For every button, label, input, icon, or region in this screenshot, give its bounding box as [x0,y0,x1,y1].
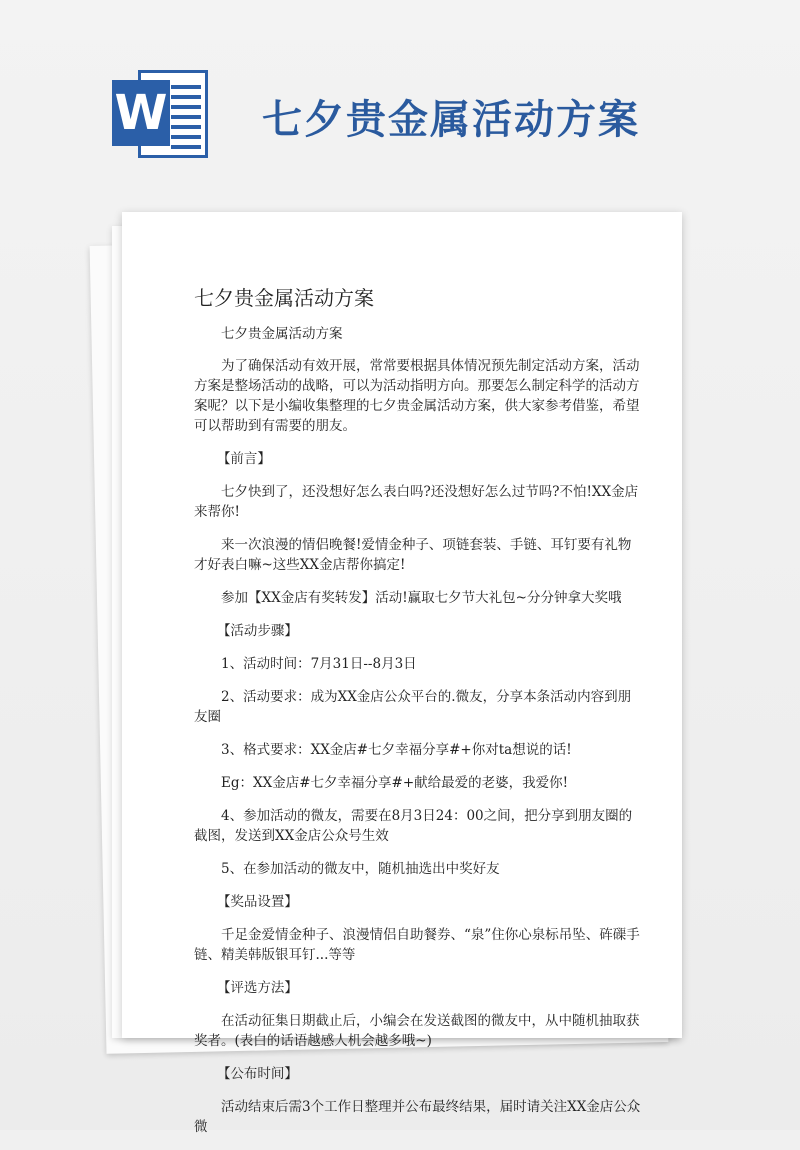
step-item: 2、活动要求：成为XX金店公众平台的.微友，分享本条活动内容到朋友圈 [194,689,632,725]
step-item: 3、格式要求：XX金店#七夕幸福分享#+你对ta想说的话! [221,742,572,758]
subtitle-paragraph: 七夕贵金属活动方案 [221,326,343,342]
intro-paragraph: 为了确保活动有效开展，常常要根据具体情况预先制定活动方案，活动方案是整场活动的战略，可以为活动指明方向。那要怎么制定科学的活动方案呢？以下是小编收集整理的七夕贵金属活动方案，供大家参考借鉴，希望可以帮助到有需要的朋友。 [194,358,640,434]
step-item: 1、活动时间：7月31日--8月3日 [221,656,417,672]
section-heading-preface: 【前言】 [216,451,271,467]
document-page [122,212,682,1135]
word-letter-icon: W [112,80,170,146]
example-item: Eg：XX金店#七夕幸福分享#+献给最爱的老婆，我爱你! [221,775,569,791]
section-heading-announcement: 【公布时间】 [216,1066,298,1082]
body-paragraph: 在活动征集日期截止后，小编会在发送截图的微友中，从中随机抽取获奖者。(表白的话语越感人机会越多哦~) [194,1013,640,1049]
body-paragraph: 参加【XX金店有奖转发】活动!赢取七夕节大礼包~分分钟拿大奖哦 [221,590,622,606]
body-paragraph: 来一次浪漫的情侣晚餐!爱情金种子、项链套装、手链、耳钉要有礼物才好表白嘛~这些XX金店帮你搞定! [194,537,632,573]
word-document-icon [112,70,212,160]
body-paragraph: 千足金爱情金种子、浪漫情侣自助餐券、“泉”住你心泉标吊坠、砗磲手链、精美韩版银耳钉...等等 [194,927,640,963]
body-paragraph: 七夕快到了，还没想好怎么表白吗?还没想好怎么过节吗?不怕!XX金店来帮你! [194,484,639,520]
step-item: 5、在参加活动的微友中，随机抽选出中奖好友 [221,861,500,877]
step-item: 4、参加活动的微友，需要在8月3日24：00之间，把分享到朋友圈的截图，发送到XX金店公众号生效 [194,808,633,844]
document-body [194,324,644,1150]
body-paragraph: 活动结束后需3个工作日整理并公布最终结果，届时请关注XX金店公众微 [194,1099,641,1135]
document-title: 七夕贵金属活动方案 [194,286,374,310]
section-heading-selection: 【评选方法】 [216,980,298,996]
section-heading-steps: 【活动步骤】 [216,623,298,639]
header-title: 七夕贵金属活动方案 [262,97,640,143]
section-heading-prizes: 【奖品设置】 [216,894,298,910]
